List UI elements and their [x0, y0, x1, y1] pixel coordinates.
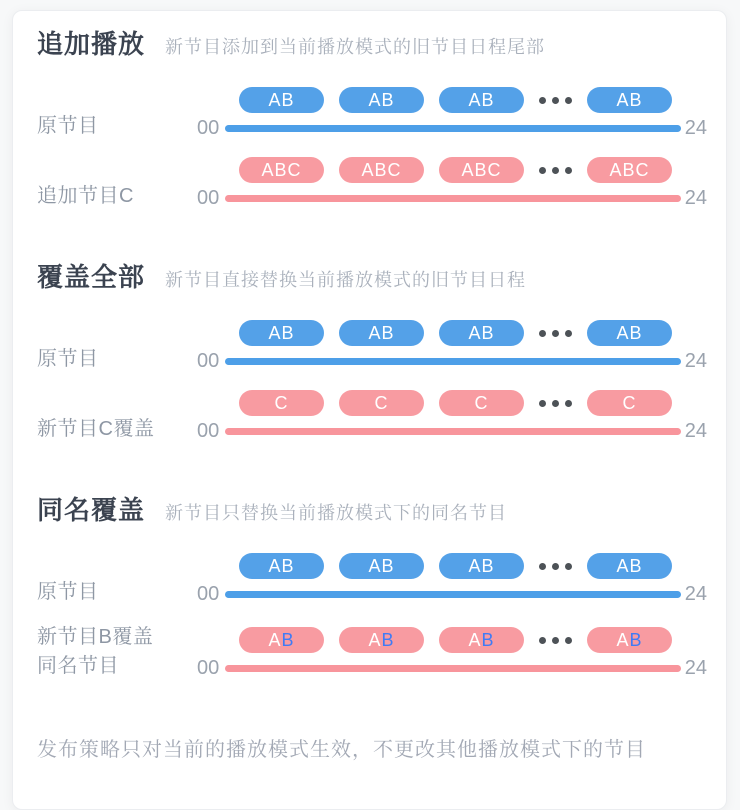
timeline-track — [197, 655, 707, 681]
program-chip: AB — [439, 320, 524, 346]
program-chip: C — [587, 390, 672, 416]
timeline-bar — [225, 665, 681, 672]
program-chips — [239, 87, 707, 113]
timeline-bar — [225, 125, 681, 132]
footer-note: 发布策略只对当前的播放模式生效，不更改其他播放模式下的节目 — [37, 739, 646, 761]
row-label: 原节目 — [37, 348, 99, 370]
program-chip: AB — [339, 320, 424, 346]
section-title: 覆盖全部 — [37, 262, 146, 292]
tick-start: 00 — [197, 582, 220, 605]
ellipsis-icon — [539, 167, 572, 174]
tick-start: 00 — [197, 349, 220, 372]
program-chip: AB — [587, 87, 672, 113]
row-label: 原节目 — [37, 581, 99, 603]
tick-end: 24 — [684, 116, 707, 139]
program-chips — [239, 157, 707, 183]
section-same-name-overwrite — [37, 496, 707, 681]
program-chip: AB — [239, 87, 324, 113]
program-chip: ABC — [587, 157, 672, 183]
program-chip: AB — [239, 320, 324, 346]
program-chip: AB — [439, 87, 524, 113]
section-title: 同名覆盖 — [37, 495, 146, 525]
tick-start: 00 — [197, 419, 220, 442]
tick-start: 00 — [197, 656, 220, 679]
section-header — [37, 30, 707, 61]
timeline-row — [37, 553, 707, 607]
timeline-track — [197, 581, 707, 607]
timeline-track — [197, 115, 707, 141]
section-subtitle: 新节目直接替换当前播放模式的旧节目日程 — [165, 270, 527, 290]
section-header — [37, 263, 707, 294]
program-chip: C — [339, 390, 424, 416]
timeline-row — [37, 320, 707, 374]
program-chip: AB — [339, 553, 424, 579]
tick-end: 24 — [684, 419, 707, 442]
section-title: 追加播放 — [37, 29, 146, 59]
program-chip: ABC — [339, 157, 424, 183]
timeline-track — [197, 185, 707, 211]
timeline-bar — [225, 591, 681, 598]
program-chip: ABC — [439, 157, 524, 183]
section-subtitle: 新节目添加到当前播放模式的旧节目日程尾部 — [165, 37, 546, 57]
program-chip: AB — [587, 320, 672, 346]
ellipsis-icon — [539, 563, 572, 570]
program-chips — [239, 553, 707, 579]
tick-start: 00 — [197, 116, 220, 139]
ellipsis-icon — [539, 637, 572, 644]
timeline-row — [37, 390, 707, 444]
program-chip: A B — [239, 627, 324, 653]
row-label: 新节目C覆盖 — [37, 418, 155, 440]
ellipsis-icon — [539, 330, 572, 337]
tick-end: 24 — [684, 656, 707, 679]
program-chips — [239, 390, 707, 416]
timeline-track — [197, 418, 707, 444]
timeline-row — [37, 623, 707, 681]
timeline-row — [37, 157, 707, 211]
program-chip: AB — [587, 553, 672, 579]
section-header — [37, 496, 707, 527]
tick-end: 24 — [684, 582, 707, 605]
timeline-row — [37, 87, 707, 141]
program-chip: A B — [439, 627, 524, 653]
timeline-bar — [225, 195, 681, 202]
section-append-play — [37, 30, 707, 211]
program-chip: AB — [239, 553, 324, 579]
program-chip: A B — [587, 627, 672, 653]
program-chips — [239, 320, 707, 346]
ellipsis-icon — [539, 400, 572, 407]
timeline-track — [197, 348, 707, 374]
section-subtitle: 新节目只替换当前播放模式下的同名节目 — [165, 503, 508, 523]
program-chips — [239, 627, 707, 653]
program-chip: C — [439, 390, 524, 416]
tick-end: 24 — [684, 186, 707, 209]
program-chip: AB — [339, 87, 424, 113]
program-chip: C — [239, 390, 324, 416]
section-overwrite-all — [37, 263, 707, 444]
program-chip: AB — [439, 553, 524, 579]
timeline-bar — [225, 428, 681, 435]
publish-strategy-panel — [12, 10, 727, 810]
timeline-bar — [225, 358, 681, 365]
program-chip: A B — [339, 627, 424, 653]
tick-start: 00 — [197, 186, 220, 209]
tick-end: 24 — [684, 349, 707, 372]
ellipsis-icon — [539, 97, 572, 104]
row-label: 新节目B覆盖 同名节目 — [37, 626, 154, 677]
row-label: 追加节目C — [37, 185, 134, 207]
row-label: 原节目 — [37, 115, 99, 137]
program-chip: ABC — [239, 157, 324, 183]
